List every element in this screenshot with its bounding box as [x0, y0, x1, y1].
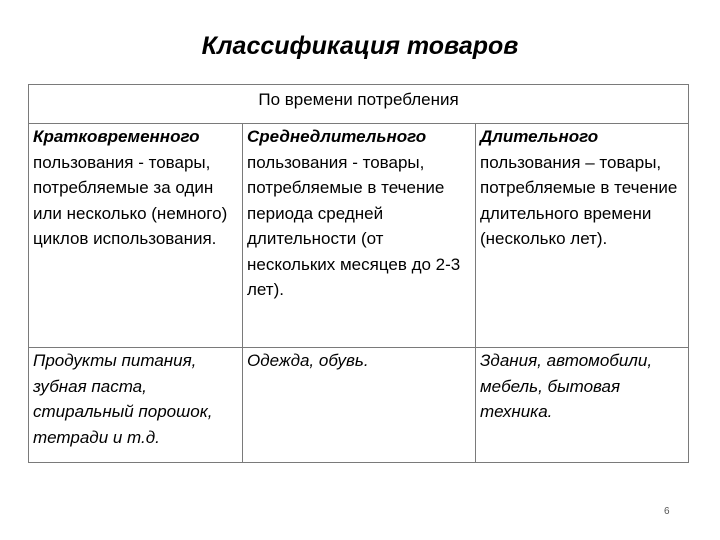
medium-term-description-cell — [243, 124, 476, 348]
classification-table — [28, 84, 689, 463]
short-term-description-cell — [29, 124, 243, 348]
table-row — [29, 124, 689, 348]
slide-title: Классификация товаров — [201, 32, 519, 60]
table-header-row — [29, 85, 689, 124]
medium-term-description: пользования - товары, потребляемые в течение периода средней длительности (от нескольких месяцев до 2-3 лет). — [247, 152, 461, 299]
table-row — [29, 348, 689, 463]
page-number: 6 — [664, 506, 670, 517]
short-term-examples: Продукты питания, зубная паста, стиральный порошок, тетради и т.д. — [29, 348, 243, 463]
table-header: По времени потребления — [29, 85, 689, 124]
long-term-term: Длительного — [480, 127, 599, 146]
long-term-examples: Здания, автомобили, мебель, бытовая техника. — [476, 348, 689, 463]
short-term-term: Кратковременного — [33, 127, 200, 146]
long-term-description: пользования – товары, потребляемые в течение длительного времени (несколько лет). — [480, 152, 678, 248]
short-term-description: пользования - товары, потребляемые за один или несколько (немного) циклов использования. — [33, 152, 228, 248]
medium-term-examples: Одежда, обувь. — [243, 348, 476, 463]
medium-term-term: Среднедлительного — [247, 127, 427, 146]
long-term-description-cell — [476, 124, 689, 348]
